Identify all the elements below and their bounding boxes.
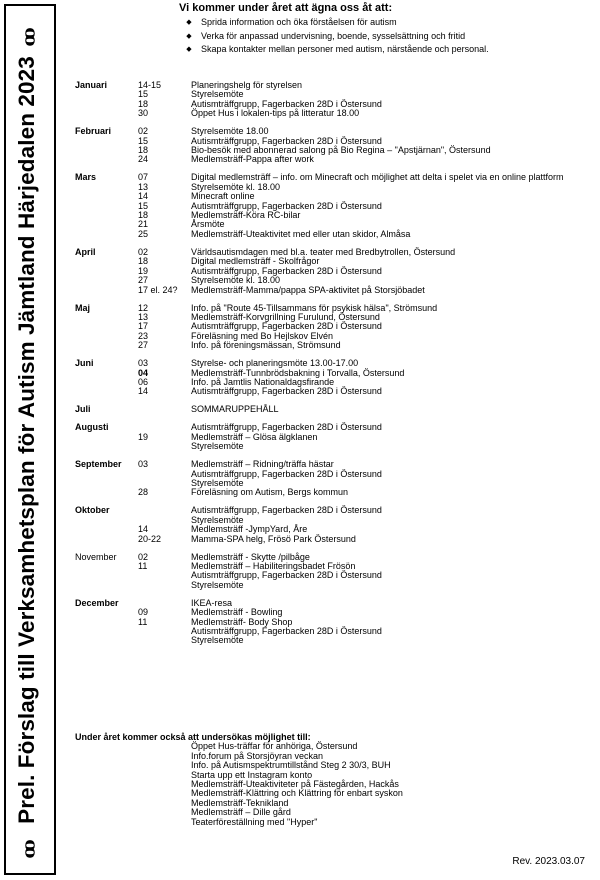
event-text: Medlemsträff-Tunnbrödsbakning i Torvalla, Östersund (191, 367, 405, 378)
event-text: Medlemsträff – Glösa älgklanen (191, 431, 318, 442)
event-date: 14 (138, 524, 149, 535)
extra-item: Info.forum på Storsjöyran veckan (191, 750, 324, 761)
event-date: 13 (138, 181, 149, 192)
event-date: 14-15 (138, 80, 162, 90)
event-date: 18 (138, 256, 149, 267)
event-date: 30 (138, 108, 149, 119)
event-date: 13 (138, 311, 149, 322)
month-name: December (75, 597, 119, 608)
extra-list (75, 742, 595, 827)
event-date: 07 (138, 172, 149, 183)
event-text: Autismträffgrupp, Fagerbacken 28D i Östersund (191, 98, 382, 109)
month-block (75, 553, 595, 591)
event-date (138, 442, 191, 451)
event-date: 06 (138, 376, 149, 387)
event-text: Styrelse- och planeringsmöte 13.00-17.00 (191, 358, 359, 369)
event-text: Världsautismdagen med bl.a. teater med Bredbytrollen, Östersund (191, 246, 456, 257)
month-name: Mars (75, 172, 97, 183)
document-title: Prel. Förslag till Verksamhetsplan för Autism Jämtland Härjedalen 2023 (14, 56, 39, 824)
extra-item: Öppet Hus-träffar för anhöriga, Östersund (191, 741, 358, 752)
event-date: 25 (138, 228, 149, 239)
month-block (75, 81, 595, 119)
revision-date: Rev. 2023.03.07 (512, 856, 585, 867)
event-date: 23 (138, 330, 149, 341)
month-name: Januari (75, 80, 108, 90)
month-name: Februari (75, 126, 112, 137)
event-row (138, 109, 595, 118)
event-date: 14 (138, 386, 149, 397)
event-date: 24 (138, 154, 149, 165)
event-row (138, 230, 595, 239)
event-text: Info. på "Route 45-Tillsammans för psykisk hälsa", Strömsund (191, 302, 438, 313)
event-date: 18 (138, 98, 149, 109)
extra-section (75, 733, 595, 827)
event-date (138, 636, 191, 645)
event-list (138, 599, 595, 646)
event-text: Styrelsemöte (191, 579, 244, 590)
month-block (75, 127, 595, 165)
event-row (138, 286, 595, 295)
event-date: 11 (138, 616, 148, 627)
event-row (138, 341, 595, 350)
event-text: Mamma-SPA helg, Frösö Park Östersund (191, 533, 356, 544)
event-list (138, 127, 595, 165)
event-text: Info. på föreningsmässan, Strömsund (191, 340, 341, 351)
month-block (75, 173, 595, 239)
event-text: Styrelsemöte kl. 18.00 (191, 181, 281, 192)
event-text: Minecraft online (191, 191, 255, 202)
extra-title: Under året kommer också att undersökas möjlighet till: (75, 732, 311, 742)
event-date: 27 (138, 340, 149, 351)
event-date: 21 (138, 219, 149, 230)
diamond-bullet-icon: ◆ (186, 32, 192, 40)
event-text: Medlemsträff-Mamma/pappa SPA-aktivitet på Storsjöbadet (191, 284, 425, 295)
event-text: Autismträffgrupp, Fagerbacken 28D i Östersund (191, 505, 382, 516)
goal-text: Sprida information och öka förståelsen för autism (201, 17, 397, 27)
event-text: SOMMARUPPEHÅLL (191, 404, 279, 415)
event-row (138, 405, 595, 414)
goals-title: Vi kommer under året att ägna oss åt att: (179, 2, 393, 14)
event-text: Planeringshelg för styrelsen (191, 80, 303, 90)
extra-item: Medlemsträff – Dille gård (191, 807, 291, 818)
extra-item: Starta upp ett Instagram konto (191, 769, 313, 780)
event-row (138, 535, 595, 544)
event-text: Digital medlemsträff - Skolfrågor (191, 256, 320, 267)
event-text: Styrelsemöte (191, 635, 244, 646)
event-date: 19 (138, 431, 149, 442)
event-text: Autismträffgrupp, Fagerbacken 28D i Östersund (191, 200, 382, 211)
event-date: 28 (138, 487, 149, 498)
monthly-schedule (75, 81, 595, 654)
event-date: 17 (138, 321, 149, 332)
association-logo-top: ꝏ (18, 27, 40, 47)
event-date: 09 (138, 607, 149, 618)
event-text: Autismträffgrupp, Fagerbacken 28D i Östersund (191, 626, 382, 637)
month-name: Juni (75, 358, 94, 369)
event-text: Medlemsträff - Bowling (191, 607, 283, 618)
event-list (138, 460, 595, 498)
event-text: Medlemsträff – Ridning/träffa hästar (191, 459, 334, 470)
event-text: Styrelsemöte kl. 18.00 (191, 275, 281, 286)
event-text: Medlemsträff- Body Shop (191, 616, 293, 627)
event-list (138, 304, 595, 351)
event-text: Styrelsemöte 18.00 (191, 126, 269, 137)
event-list (138, 423, 595, 451)
month-block (75, 248, 595, 295)
event-date (138, 506, 191, 515)
event-row (138, 488, 595, 497)
event-date: 04 (138, 367, 149, 378)
goal-item (177, 16, 587, 30)
event-text: Medlemsträff – Habiliteringsbadet Frösön (191, 561, 356, 571)
event-text: Digital medlemsträff – info. om Minecraft och möjlighet att delta i spelet via en online plattform (191, 172, 564, 183)
extra-item: Info. på Autismspektrumtillstånd Steg 2 30/3, BUH (191, 760, 391, 771)
month-block (75, 506, 595, 544)
event-list (138, 248, 595, 295)
event-row (138, 387, 595, 396)
event-date: 03 (138, 358, 149, 369)
event-text: IKEA-resa (191, 597, 233, 608)
event-list (138, 359, 595, 397)
event-text: Autismträffgrupp, Fagerbacken 28D i Östersund (191, 468, 382, 479)
month-block (75, 405, 595, 414)
month-name: Augusti (75, 422, 109, 433)
event-date: 15 (138, 135, 149, 146)
event-text: Årsmöte (191, 219, 225, 230)
event-date: 19 (138, 265, 149, 276)
event-date: 02 (138, 551, 149, 562)
event-list (138, 506, 595, 544)
event-text: Bio-besök med abonnerad salong på Bio Regina – "Apstjärnan", Östersund (191, 145, 491, 156)
extra-item: Teaterföreställning med "Hyper" (191, 816, 318, 827)
goal-item (177, 30, 587, 44)
event-date (138, 627, 191, 636)
event-text: Medlemsträff-Uteaktivitet med eller utan skidor, Almåsa (191, 228, 411, 239)
event-list (138, 81, 595, 119)
goal-item (177, 43, 587, 57)
event-text: Medlemsträff-Köra RC-bilar (191, 210, 301, 221)
event-list (138, 553, 595, 591)
goal-text: Skapa kontakter mellan personer med autism, närstående och personal. (201, 44, 489, 54)
event-date: 03 (138, 459, 149, 470)
event-date: 02 (138, 126, 149, 137)
event-date: 18 (138, 145, 149, 156)
month-name: September (75, 459, 122, 470)
event-text: Öppet Hus i lokalen-tips på litteratur 18.00 (191, 108, 360, 119)
event-date: 20-22 (138, 533, 162, 544)
event-text: Styrelsemöte (191, 89, 244, 100)
event-date (138, 571, 191, 580)
event-text: Föreläsning om Autism, Bergs kommun (191, 487, 349, 498)
event-text: Autismträffgrupp, Fagerbacken 28D i Östersund (191, 135, 382, 146)
event-date (138, 405, 191, 414)
event-text: Styrelsemöte (191, 441, 244, 452)
event-date: 02 (138, 246, 149, 257)
event-list (138, 405, 595, 414)
event-date: 11 (138, 561, 148, 571)
event-text: Autismträffgrupp, Fagerbacken 28D i Östersund (191, 422, 382, 433)
goals-list (177, 16, 587, 57)
event-text: Autismträffgrupp, Fagerbacken 28D i Östersund (191, 321, 382, 332)
event-text: Föreläsning med Bo Hejlskov Elvén (191, 330, 334, 341)
diamond-bullet-icon: ◆ (186, 46, 192, 53)
month-block (75, 359, 595, 397)
diamond-bullet-icon: ◆ (186, 19, 192, 26)
month-name: Oktober (75, 505, 110, 516)
event-date: 17 el. 24? (138, 284, 178, 295)
event-text: Info. på Jamtlis Nationaldagsfirande (191, 376, 335, 387)
event-text: Medlemsträff-Korvgrillning Furulund, Östersund (191, 311, 380, 322)
goal-text: Verka för anpassad undervisning, boende, sysselsättning och fritid (201, 30, 466, 41)
month-name: Juli (75, 404, 91, 415)
event-date: 12 (138, 302, 149, 313)
month-block (75, 599, 595, 646)
event-date: 18 (138, 210, 149, 221)
event-row (138, 581, 595, 590)
month-name: Maj (75, 302, 91, 313)
event-text: Styrelsemöte (191, 477, 244, 488)
event-text: Styrelsemöte (191, 514, 244, 525)
event-row (138, 636, 595, 645)
extra-item: Medlemsträff-Teknikland (191, 797, 289, 808)
event-text: Autismträffgrupp, Fagerbacken 28D i Östersund (191, 265, 382, 276)
event-text: Medlemsträff-Pappa after work (191, 154, 314, 165)
association-logo-bottom: ꝏ (18, 839, 40, 859)
event-text: Autismträffgrupp, Fagerbacken 28D i Östersund (191, 386, 382, 397)
event-text: Medlemsträff -JympYard, Åre (191, 524, 308, 535)
event-row (138, 155, 595, 164)
event-list (138, 173, 595, 239)
event-date: 15 (138, 200, 149, 211)
event-date (138, 581, 191, 590)
event-row (138, 442, 595, 451)
event-text: Autismträffgrupp, Fagerbacken 28D i Östersund (191, 570, 382, 581)
month-name: April (75, 246, 96, 257)
event-date: 27 (138, 275, 149, 286)
month-name: November (75, 551, 117, 562)
event-date: 14 (138, 191, 149, 202)
month-block (75, 304, 595, 351)
month-block (75, 460, 595, 498)
event-date: 15 (138, 89, 149, 100)
extra-item: Medlemsträff-Uteaktiviteter på Fästegården, Hackås (191, 779, 399, 790)
month-block (75, 423, 595, 451)
event-text: Medlemsträff - Skytte /pilbåge (191, 551, 310, 562)
event-date (138, 470, 191, 479)
extra-item: Medlemsträff-Klättring och Klättring för enbart syskon (191, 788, 403, 799)
goals-section (177, 2, 587, 57)
